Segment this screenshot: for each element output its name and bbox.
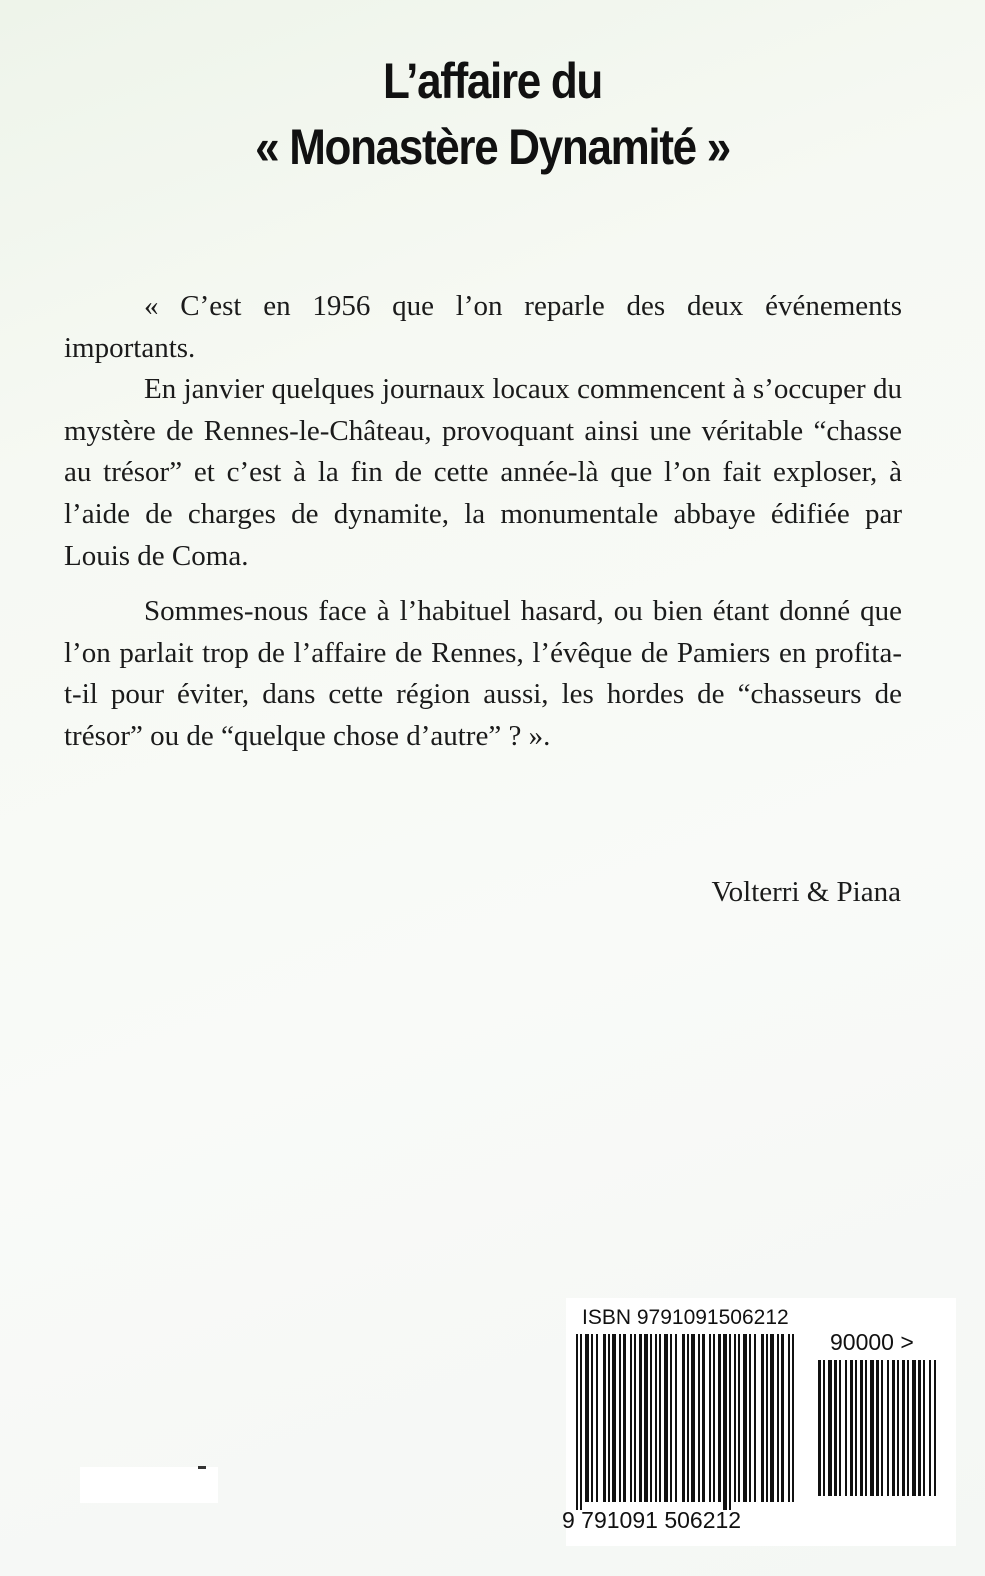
price-addon-digits: 90000 > xyxy=(830,1329,914,1355)
addon-barcode-bars xyxy=(818,1360,936,1504)
print-mark xyxy=(198,1466,206,1469)
barcode-digits: 9 791091 506212 xyxy=(562,1507,742,1533)
blurb-paragraph-2: En janvier quelques journaux locaux commencent à s’occuper du mystère de Rennes-le-Château, provoquant ainsi une véritable “chasse au trésor” et c’est à la fin de cette année-là que l’on fait exploser, à l’aide de charges de dynamite, la monumentale abbaye édifiée par Louis de Coma. xyxy=(64,373,902,572)
isbn-label: ISBN 9791091506212 xyxy=(582,1306,789,1329)
blurb-paragraph-3: Sommes-nous face à l’habituel hasard, ou bien étant donné que l’on parlait trop de l’affaire de Rennes, l’évêque de Pamiers en profita-t-il pour éviter, dans cette région aussi, les hordes de “chasseurs de trésor” ou de “quelque chose d’autre” ? ». xyxy=(64,595,902,752)
title-line-2: « Monastère Dynamité » xyxy=(255,119,730,175)
blurb-paragraph-1: « C’est en 1956 que l’on reparle des deux événements importants. xyxy=(64,290,902,364)
blurb-text xyxy=(64,286,902,758)
title-line-1: L’affaire du xyxy=(383,53,602,109)
author-credit: Volterri & Piana xyxy=(711,876,901,908)
ean-barcode-bars xyxy=(576,1334,796,1510)
price-label-sticker xyxy=(80,1467,218,1503)
book-title xyxy=(59,48,926,180)
